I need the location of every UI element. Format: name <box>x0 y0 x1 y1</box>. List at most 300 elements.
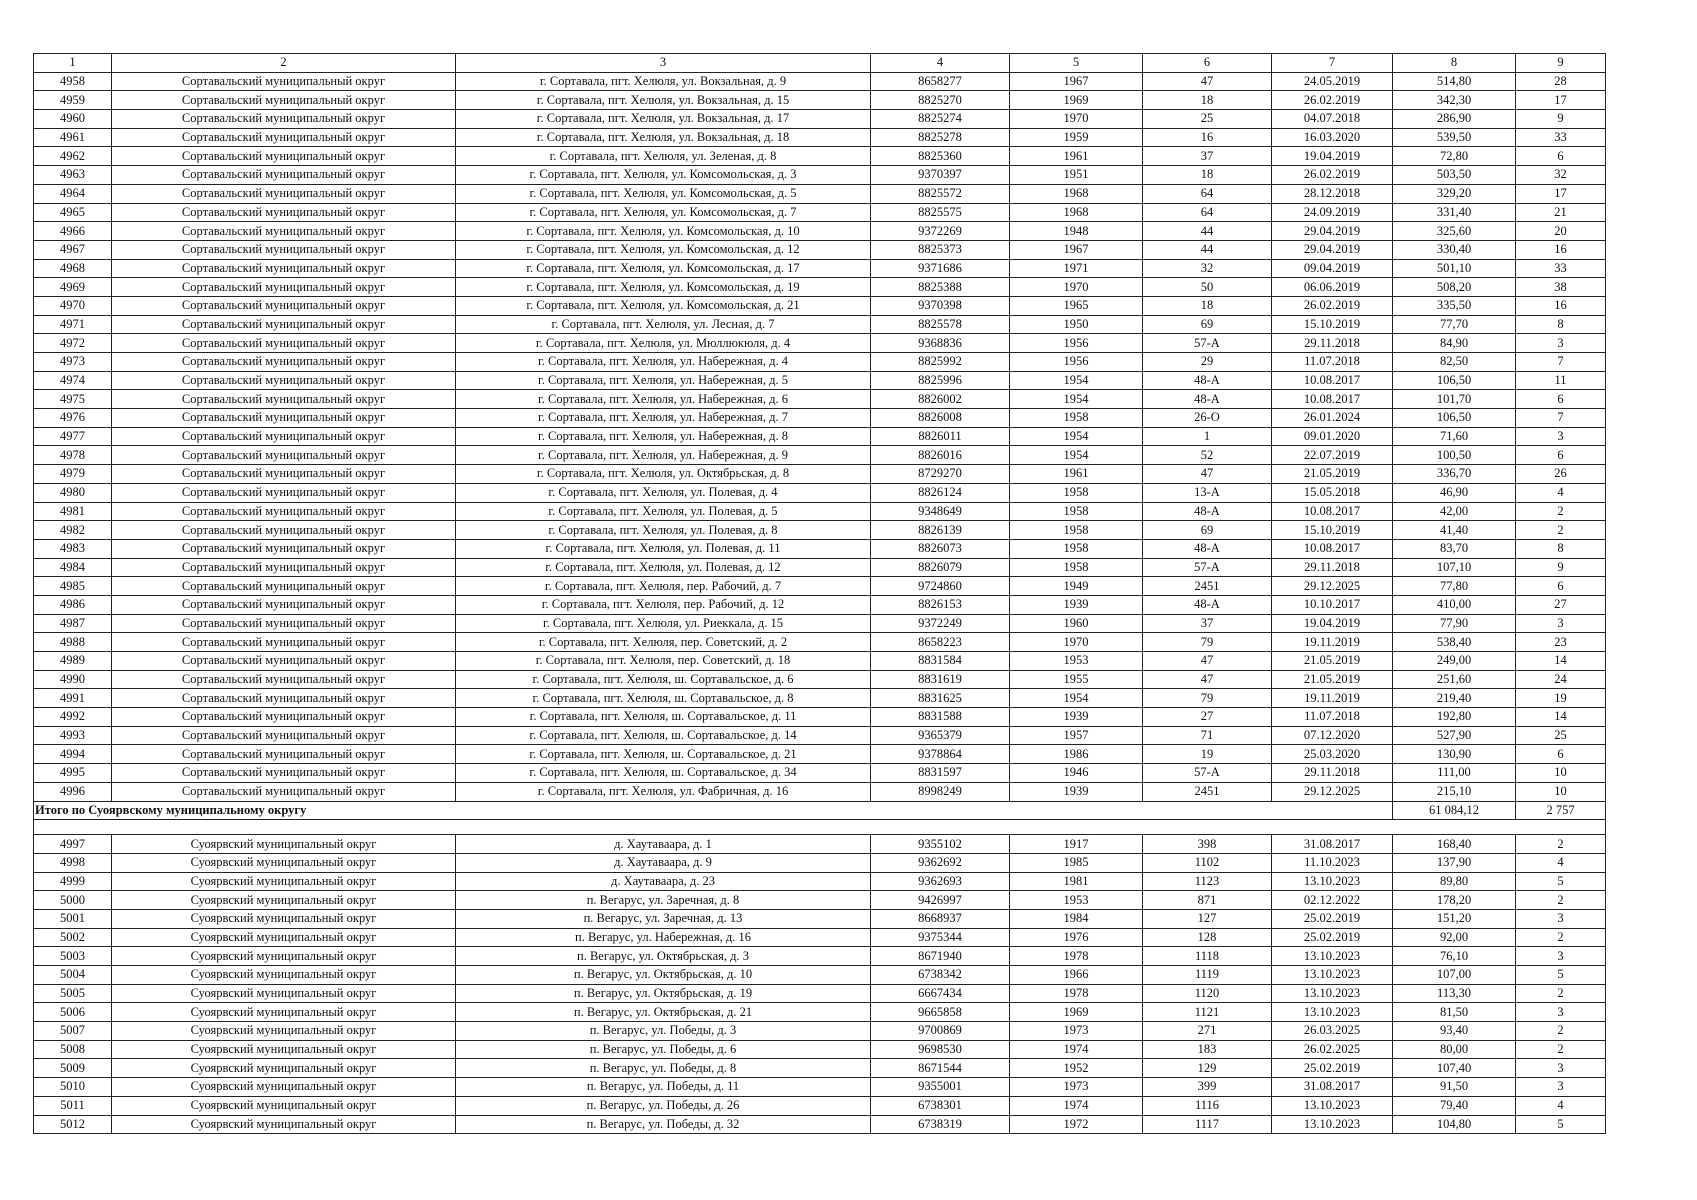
table-cell: 13.10.2023 <box>1272 1115 1393 1134</box>
table-cell: 5007 <box>34 1022 112 1041</box>
table-cell: 2451 <box>1143 782 1272 801</box>
table-cell: 1967 <box>1010 72 1143 91</box>
table-cell: 1949 <box>1010 577 1143 596</box>
table-cell: Сортавальский муниципальный округ <box>112 166 456 185</box>
table-cell: 215,10 <box>1393 782 1516 801</box>
table-cell: Сортавальский муниципальный округ <box>112 353 456 372</box>
table-cell: Суоярвский муниципальный округ <box>112 947 456 966</box>
table-cell: 8826139 <box>871 521 1010 540</box>
table-cell: г. Сортавала, пгт. Хелюля, ш. Сортавальское, д. 14 <box>456 726 871 745</box>
table-cell: Суоярвский муниципальный округ <box>112 1003 456 1022</box>
table-cell: 11.07.2018 <box>1272 353 1393 372</box>
table-cell: 128 <box>1143 928 1272 947</box>
table-cell: 19.04.2019 <box>1272 614 1393 633</box>
table-cell: 1966 <box>1010 966 1143 985</box>
table-cell: 29.12.2025 <box>1272 577 1393 596</box>
table-row <box>34 764 1606 783</box>
table-cell: 10.08.2017 <box>1272 371 1393 390</box>
table-cell: 129 <box>1143 1059 1272 1078</box>
table-cell: 251,60 <box>1393 670 1516 689</box>
table-cell: д. Хаутаваара, д. 9 <box>456 853 871 872</box>
table-cell: г. Сортавала, пгт. Хелюля, ул. Полевая, д. 8 <box>456 521 871 540</box>
table-cell: 1984 <box>1010 909 1143 928</box>
table-cell: 4968 <box>34 259 112 278</box>
table-row <box>34 595 1606 614</box>
table-cell: г. Сортавала, пгт. Хелюля, ул. Комсомольская, д. 21 <box>456 296 871 315</box>
table-cell: 14 <box>1516 652 1606 671</box>
table-cell: п. Вегарус, ул. Победы, д. 8 <box>456 1059 871 1078</box>
table-cell: Сортавальский муниципальный округ <box>112 595 456 614</box>
table-cell: 1953 <box>1010 891 1143 910</box>
table-cell: 16 <box>1143 128 1272 147</box>
table-cell: 5 <box>1516 1115 1606 1134</box>
table-cell: 6 <box>1516 147 1606 166</box>
table-cell: 11.10.2023 <box>1272 853 1393 872</box>
table-cell: г. Сортавала, пгт. Хелюля, пер. Советский, д. 18 <box>456 652 871 671</box>
table-cell: г. Сортавала, пгт. Хелюля, пер. Рабочий, д. 7 <box>456 577 871 596</box>
table-cell: 77,80 <box>1393 577 1516 596</box>
table-cell: Сортавальский муниципальный округ <box>112 502 456 521</box>
table-cell: 29.11.2018 <box>1272 764 1393 783</box>
table-cell: 9348649 <box>871 502 1010 521</box>
table-cell: Сортавальский муниципальный округ <box>112 465 456 484</box>
table-cell: 1958 <box>1010 409 1143 428</box>
table-row <box>34 539 1606 558</box>
table-cell: 28 <box>1516 72 1606 91</box>
table-cell: 9371686 <box>871 259 1010 278</box>
table-cell: Сортавальский муниципальный округ <box>112 128 456 147</box>
table-cell: г. Сортавала, пгт. Хелюля, пер. Советский, д. 2 <box>456 633 871 652</box>
table-cell: 1917 <box>1010 835 1143 854</box>
table-cell: Сортавальский муниципальный округ <box>112 689 456 708</box>
table-cell: п. Вегарус, ул. Октябрьская, д. 19 <box>456 984 871 1003</box>
table-cell: 1981 <box>1010 872 1143 891</box>
table-cell: 4980 <box>34 483 112 502</box>
table-cell: 2 <box>1516 984 1606 1003</box>
table-row <box>34 240 1606 259</box>
table-cell: Сортавальский муниципальный округ <box>112 203 456 222</box>
table-cell: 8658277 <box>871 72 1010 91</box>
column-number-6: 6 <box>1143 54 1272 73</box>
table-row <box>34 614 1606 633</box>
table-cell: 1951 <box>1010 166 1143 185</box>
table-cell: 81,50 <box>1393 1003 1516 1022</box>
table-row <box>34 184 1606 203</box>
table-cell: 9426997 <box>871 891 1010 910</box>
table-cell: 8825992 <box>871 353 1010 372</box>
table-cell: 82,50 <box>1393 353 1516 372</box>
table-cell: 20 <box>1516 222 1606 241</box>
table-cell: г. Сортавала, пгт. Хелюля, ул. Комсомольская, д. 19 <box>456 278 871 297</box>
table-cell: 1974 <box>1010 1096 1143 1115</box>
table-cell: 18 <box>1143 166 1272 185</box>
table-cell: 31.08.2017 <box>1272 1078 1393 1097</box>
table-cell: 1954 <box>1010 689 1143 708</box>
table-cell: г. Сортавала, пгт. Хелюля, ул. Комсомольская, д. 3 <box>456 166 871 185</box>
table-cell: 219,40 <box>1393 689 1516 708</box>
table-cell: 26-О <box>1143 409 1272 428</box>
table-cell: 48-А <box>1143 371 1272 390</box>
table-cell: 4992 <box>34 708 112 727</box>
table-cell: 3 <box>1516 909 1606 928</box>
table-cell: 1970 <box>1010 278 1143 297</box>
table-cell: 1958 <box>1010 539 1143 558</box>
table-cell: 3 <box>1516 334 1606 353</box>
table-cell: п. Вегарус, ул. Набережная, д. 16 <box>456 928 871 947</box>
table-cell: 8826153 <box>871 595 1010 614</box>
table-cell: 42,00 <box>1393 502 1516 521</box>
table-cell: 8826079 <box>871 558 1010 577</box>
table-cell: п. Вегарус, ул. Заречная, д. 13 <box>456 909 871 928</box>
table-cell: 23 <box>1516 633 1606 652</box>
table-cell: 24.05.2019 <box>1272 72 1393 91</box>
table-cell: 104,80 <box>1393 1115 1516 1134</box>
table-row <box>34 984 1606 1003</box>
table-cell: 4978 <box>34 446 112 465</box>
table-cell: 5005 <box>34 984 112 1003</box>
table-cell: 16 <box>1516 240 1606 259</box>
table-cell: 5010 <box>34 1078 112 1097</box>
table-cell: 18 <box>1143 91 1272 110</box>
table-cell: 9 <box>1516 110 1606 129</box>
table-row <box>34 278 1606 297</box>
column-number-5: 5 <box>1010 54 1143 73</box>
table-cell: 7 <box>1516 409 1606 428</box>
table-cell: 13.10.2023 <box>1272 872 1393 891</box>
table-cell: 1120 <box>1143 984 1272 1003</box>
table-cell: 4984 <box>34 558 112 577</box>
table-cell: 09.04.2019 <box>1272 259 1393 278</box>
table-cell: 91,50 <box>1393 1078 1516 1097</box>
table-cell: 1970 <box>1010 110 1143 129</box>
table-cell: 9700869 <box>871 1022 1010 1041</box>
table-cell: 57-А <box>1143 558 1272 577</box>
table-cell: Сортавальский муниципальный округ <box>112 334 456 353</box>
table-row <box>34 166 1606 185</box>
column-number-9: 9 <box>1516 54 1606 73</box>
table-cell: 1958 <box>1010 502 1143 521</box>
table-cell: п. Вегарус, ул. Заречная, д. 8 <box>456 891 871 910</box>
table-cell: 4985 <box>34 577 112 596</box>
table-cell: 79,40 <box>1393 1096 1516 1115</box>
table-cell: 5009 <box>34 1059 112 1078</box>
table-cell: Сортавальский муниципальный округ <box>112 446 456 465</box>
table-cell: 9355001 <box>871 1078 1010 1097</box>
table-cell: 4986 <box>34 595 112 614</box>
table-cell: 47 <box>1143 670 1272 689</box>
table-cell: 330,40 <box>1393 240 1516 259</box>
table-cell: 8826016 <box>871 446 1010 465</box>
table-cell: 4970 <box>34 296 112 315</box>
table-cell: 8831619 <box>871 670 1010 689</box>
table-cell: 1955 <box>1010 670 1143 689</box>
table-row <box>34 558 1606 577</box>
table-cell: 38 <box>1516 278 1606 297</box>
table-cell: Сортавальский муниципальный округ <box>112 782 456 801</box>
table-cell: 168,40 <box>1393 835 1516 854</box>
table-cell: 32 <box>1143 259 1272 278</box>
table-cell: г. Сортавала, пгт. Хелюля, ш. Сортавальское, д. 6 <box>456 670 871 689</box>
table-cell: 19.11.2019 <box>1272 633 1393 652</box>
table-row <box>34 1040 1606 1059</box>
table-cell: 1116 <box>1143 1096 1272 1115</box>
table-cell: 9362693 <box>871 872 1010 891</box>
table-row <box>34 872 1606 891</box>
table-row <box>34 853 1606 872</box>
table-cell: 19 <box>1516 689 1606 708</box>
table-cell: 4997 <box>34 835 112 854</box>
table-cell: 9368836 <box>871 334 1010 353</box>
table-cell: 19.04.2019 <box>1272 147 1393 166</box>
table-cell: 9372249 <box>871 614 1010 633</box>
table-row <box>34 891 1606 910</box>
table-cell: 22.07.2019 <box>1272 446 1393 465</box>
table-row <box>34 315 1606 334</box>
table-cell: Суоярвский муниципальный округ <box>112 891 456 910</box>
table-cell: 84,90 <box>1393 334 1516 353</box>
table-cell: 9370397 <box>871 166 1010 185</box>
table-cell: 8668937 <box>871 909 1010 928</box>
table-cell: 113,30 <box>1393 984 1516 1003</box>
table-cell: 1971 <box>1010 259 1143 278</box>
table-cell: Сортавальский муниципальный округ <box>112 745 456 764</box>
table-cell: 1117 <box>1143 1115 1272 1134</box>
table-cell: Сортавальский муниципальный округ <box>112 278 456 297</box>
table-cell: 8831584 <box>871 652 1010 671</box>
table-cell: п. Вегарус, ул. Победы, д. 11 <box>456 1078 871 1097</box>
table-cell: 10.10.2017 <box>1272 595 1393 614</box>
table-cell: 9372269 <box>871 222 1010 241</box>
table-cell: 1119 <box>1143 966 1272 985</box>
table-cell: 9 <box>1516 558 1606 577</box>
table-row <box>34 128 1606 147</box>
table-cell: 501,10 <box>1393 259 1516 278</box>
table-cell: г. Сортавала, пгт. Хелюля, ул. Вокзальная, д. 17 <box>456 110 871 129</box>
table-cell: 8831597 <box>871 764 1010 783</box>
column-number-7: 7 <box>1272 54 1393 73</box>
table-cell: 8998249 <box>871 782 1010 801</box>
table-cell: г. Сортавала, пгт. Хелюля, ш. Сортавальское, д. 21 <box>456 745 871 764</box>
table-cell: 3 <box>1516 1059 1606 1078</box>
table-cell: 4958 <box>34 72 112 91</box>
table-cell: 325,60 <box>1393 222 1516 241</box>
table-cell: 9724860 <box>871 577 1010 596</box>
table-cell: Сортавальский муниципальный округ <box>112 110 456 129</box>
table-cell: п. Вегарус, ул. Октябрьская, д. 21 <box>456 1003 871 1022</box>
table-row <box>34 966 1606 985</box>
table-cell: 3 <box>1516 614 1606 633</box>
table-cell: г. Сортавала, пгт. Хелюля, ул. Набережная, д. 7 <box>456 409 871 428</box>
table-cell: 8826124 <box>871 483 1010 502</box>
table-cell: Суоярвский муниципальный округ <box>112 835 456 854</box>
table-cell: 1953 <box>1010 652 1143 671</box>
table-cell: 107,00 <box>1393 966 1516 985</box>
table-cell: 1974 <box>1010 1040 1143 1059</box>
table-cell: 4977 <box>34 427 112 446</box>
table-cell: 9365379 <box>871 726 1010 745</box>
column-number-8: 8 <box>1393 54 1516 73</box>
table-cell: 4983 <box>34 539 112 558</box>
table-cell: 4 <box>1516 1096 1606 1115</box>
table-cell: 6738319 <box>871 1115 1010 1134</box>
table-cell: 79 <box>1143 689 1272 708</box>
table-cell: 1973 <box>1010 1022 1143 1041</box>
table-row <box>34 483 1606 502</box>
table-cell: 130,90 <box>1393 745 1516 764</box>
table-cell: 13.10.2023 <box>1272 947 1393 966</box>
table-cell: 4973 <box>34 353 112 372</box>
table-cell: 6 <box>1516 446 1606 465</box>
table-cell: г. Сортавала, пгт. Хелюля, ул. Полевая, д. 4 <box>456 483 871 502</box>
table-cell: 5 <box>1516 966 1606 985</box>
table-row <box>34 1096 1606 1115</box>
table-cell: 249,00 <box>1393 652 1516 671</box>
table-cell: 25 <box>1143 110 1272 129</box>
table-cell: 8826011 <box>871 427 1010 446</box>
suojarvi-rows <box>34 835 1606 1134</box>
table-row <box>34 577 1606 596</box>
table-row <box>34 1059 1606 1078</box>
table-cell: 4960 <box>34 110 112 129</box>
table-cell: 3 <box>1516 427 1606 446</box>
table-cell: Сортавальский муниципальный округ <box>112 315 456 334</box>
table-cell: 4981 <box>34 502 112 521</box>
table-cell: 29.12.2025 <box>1272 782 1393 801</box>
table-cell: Суоярвский муниципальный округ <box>112 1115 456 1134</box>
table-cell: 514,80 <box>1393 72 1516 91</box>
table-row <box>34 147 1606 166</box>
table-cell: 21.05.2019 <box>1272 652 1393 671</box>
table-row <box>34 1022 1606 1041</box>
table-cell: 331,40 <box>1393 203 1516 222</box>
table-cell: 1956 <box>1010 334 1143 353</box>
table-cell: Сортавальский муниципальный округ <box>112 670 456 689</box>
table-cell: Суоярвский муниципальный округ <box>112 966 456 985</box>
table-cell: 02.12.2022 <box>1272 891 1393 910</box>
table-cell: г. Сортавала, пгт. Хелюля, ул. Набережная, д. 5 <box>456 371 871 390</box>
table-header <box>34 54 1606 73</box>
total-count: 2 757 <box>1516 801 1606 820</box>
table-cell: 06.06.2019 <box>1272 278 1393 297</box>
table-cell: 79 <box>1143 633 1272 652</box>
table-cell: 1958 <box>1010 483 1143 502</box>
table-row <box>34 1078 1606 1097</box>
table-cell: г. Сортавала, пгт. Хелюля, ул. Полевая, д. 11 <box>456 539 871 558</box>
table-cell: 13.10.2023 <box>1272 984 1393 1003</box>
table-cell: 4959 <box>34 91 112 110</box>
table-cell: 13.10.2023 <box>1272 966 1393 985</box>
table-row <box>34 222 1606 241</box>
table-cell: 538,40 <box>1393 633 1516 652</box>
table-cell: 57-А <box>1143 764 1272 783</box>
table-cell: 1978 <box>1010 947 1143 966</box>
table-cell: 17 <box>1516 184 1606 203</box>
table-cell: Сортавальский муниципальный округ <box>112 371 456 390</box>
table-cell: 1954 <box>1010 390 1143 409</box>
table-cell: 37 <box>1143 614 1272 633</box>
table-cell: 1946 <box>1010 764 1143 783</box>
table-cell: 503,50 <box>1393 166 1516 185</box>
table-cell: 137,90 <box>1393 853 1516 872</box>
table-cell: 50 <box>1143 278 1272 297</box>
table-cell: 4963 <box>34 166 112 185</box>
table-cell: 6667434 <box>871 984 1010 1003</box>
table-cell: 2 <box>1516 928 1606 947</box>
total-row <box>34 801 1606 820</box>
table-cell: 33 <box>1516 259 1606 278</box>
table-cell: 183 <box>1143 1040 1272 1059</box>
table-cell: 2 <box>1516 1040 1606 1059</box>
table-cell: 4 <box>1516 853 1606 872</box>
table-cell: г. Сортавала, пгт. Хелюля, ул. Вокзальная, д. 9 <box>456 72 871 91</box>
table-cell: 33 <box>1516 128 1606 147</box>
table-cell: 8826008 <box>871 409 1010 428</box>
table-cell: 4979 <box>34 465 112 484</box>
table-cell: 29.11.2018 <box>1272 558 1393 577</box>
table-cell: г. Сортавала, пгт. Хелюля, ул. Мюллюкюля, д. 4 <box>456 334 871 353</box>
table-cell: 1958 <box>1010 558 1143 577</box>
table-row <box>34 465 1606 484</box>
table-cell: 07.12.2020 <box>1272 726 1393 745</box>
table-cell: 25.03.2020 <box>1272 745 1393 764</box>
table-cell: 398 <box>1143 835 1272 854</box>
table-cell: 26.02.2025 <box>1272 1040 1393 1059</box>
table-row <box>34 110 1606 129</box>
table-row <box>34 909 1606 928</box>
table-cell: 44 <box>1143 240 1272 259</box>
table-cell: 25 <box>1516 726 1606 745</box>
table-cell: 10 <box>1516 764 1606 783</box>
table-cell: 4988 <box>34 633 112 652</box>
table-cell: 106,50 <box>1393 371 1516 390</box>
table-cell: 64 <box>1143 184 1272 203</box>
table-cell: 1967 <box>1010 240 1143 259</box>
table-row <box>34 334 1606 353</box>
table-cell: 31.08.2017 <box>1272 835 1393 854</box>
table-cell: Сортавальский муниципальный округ <box>112 764 456 783</box>
table-row <box>34 409 1606 428</box>
table-cell: 7 <box>1516 353 1606 372</box>
table-cell: г. Сортавала, пгт. Хелюля, ул. Октябрьская, д. 8 <box>456 465 871 484</box>
table-cell: 1 <box>1143 427 1272 446</box>
table-cell: 4991 <box>34 689 112 708</box>
table-cell: 4967 <box>34 240 112 259</box>
table-cell: 19 <box>1143 745 1272 764</box>
table-cell: 10.08.2017 <box>1272 502 1393 521</box>
table-row <box>34 1115 1606 1134</box>
table-cell: 1960 <box>1010 614 1143 633</box>
table-cell: 26.01.2024 <box>1272 409 1393 428</box>
table-row <box>34 782 1606 801</box>
table-cell: 5000 <box>34 891 112 910</box>
table-cell: 28.12.2018 <box>1272 184 1393 203</box>
table-cell: 335,50 <box>1393 296 1516 315</box>
table-cell: 69 <box>1143 521 1272 540</box>
table-cell: Сортавальский муниципальный округ <box>112 726 456 745</box>
table-cell: Сортавальский муниципальный округ <box>112 147 456 166</box>
table-cell: 4982 <box>34 521 112 540</box>
table-cell: Сортавальский муниципальный округ <box>112 633 456 652</box>
table-cell: г. Сортавала, пгт. Хелюля, ш. Сортавальское, д. 8 <box>456 689 871 708</box>
table-cell: г. Сортавала, пгт. Хелюля, ул. Лесная, д. 7 <box>456 315 871 334</box>
table-cell: 26.02.2019 <box>1272 91 1393 110</box>
table-cell: Сортавальский муниципальный округ <box>112 577 456 596</box>
table-cell: 26.03.2025 <box>1272 1022 1393 1041</box>
table-row <box>34 726 1606 745</box>
table-cell: Суоярвский муниципальный округ <box>112 1096 456 1115</box>
table-cell: Суоярвский муниципальный округ <box>112 1059 456 1078</box>
table-cell: 48-А <box>1143 539 1272 558</box>
